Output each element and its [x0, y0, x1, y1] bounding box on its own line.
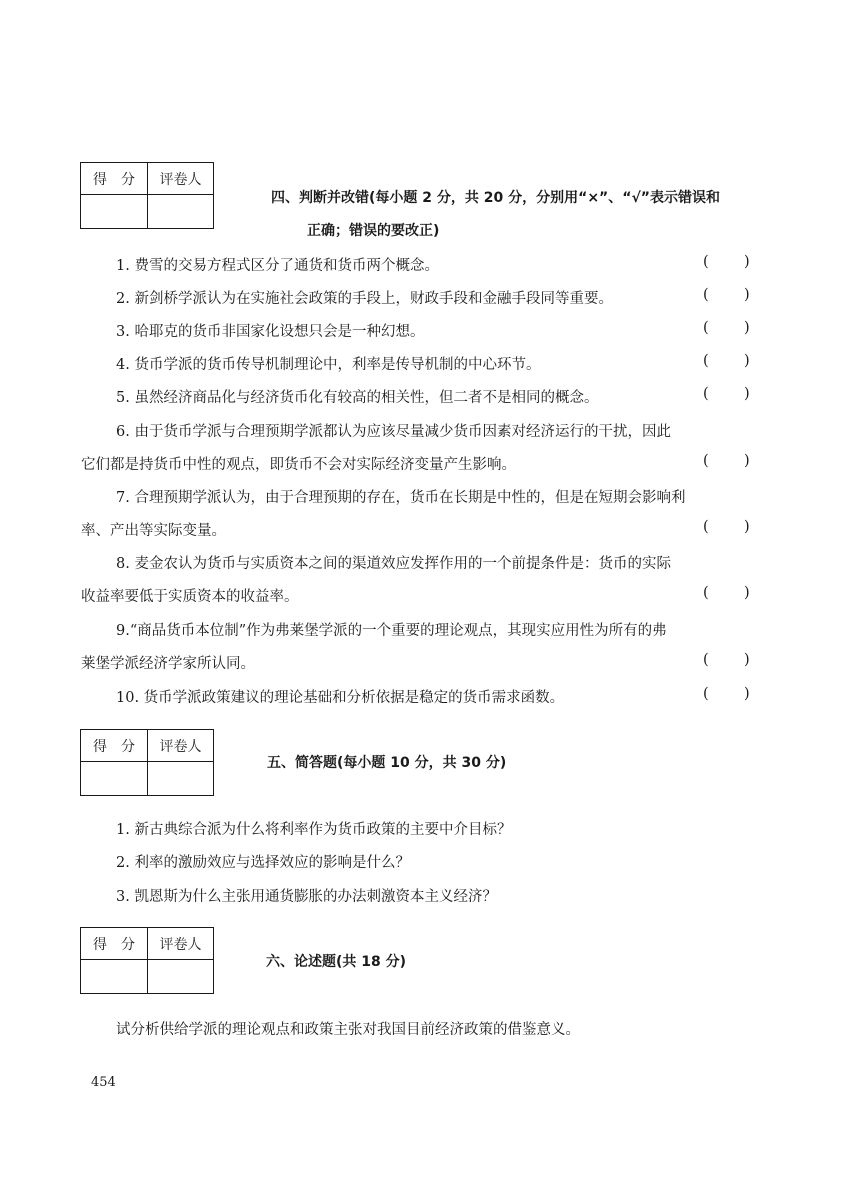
answer-paren-1[interactable]: ( ) [703, 254, 750, 270]
judge-item-6-line1: 6. 由于货币学派与合理预期学派都认为应该尽量减少货币因素对经济运行的干扰，因此 [116, 424, 671, 440]
section4-title-line1: 四、判断并改错(每小题 2 分，共 20 分，分别用“×”、“√”表示错误和 [271, 190, 720, 206]
judge-item-6-line2: 它们都是持货币中性的观点，即货币不会对实际经济变量产生影响。 [81, 457, 516, 473]
score-cell[interactable] [81, 960, 148, 994]
answer-paren-9[interactable]: ( ) [703, 652, 750, 668]
judge-item-8-line1: 8. 麦金农认为货币与实质资本之间的渠道效应发挥作用的一个前提条件是：货币的实际 [116, 556, 671, 572]
short-answer-3: 3. 凯恩斯为什么主张用通货膨胀的办法刺激资本主义经济？ [116, 889, 497, 905]
score-table-section5 [80, 729, 214, 796]
judge-item-4: 4. 货币学派的货币传导机制理论中，利率是传导机制的中心环节。 [116, 357, 541, 373]
grader-header: 评卷人 [148, 730, 214, 762]
score-header: 得 分 [81, 928, 148, 960]
short-answer-2: 2. 利率的激励效应与选择效应的影响是什么？ [116, 855, 410, 871]
grader-header: 评卷人 [148, 163, 214, 195]
judge-item-9-line2: 莱堡学派经济学家所认同。 [81, 656, 255, 672]
judge-item-1: 1. 费雪的交易方程式区分了通货和货币两个概念。 [116, 258, 439, 274]
score-cell[interactable] [81, 762, 148, 796]
judge-item-8-line2: 收益率要低于实质资本的收益率。 [81, 589, 299, 605]
section4-title-line2: 正确；错误的要改正) [307, 223, 440, 239]
answer-paren-8[interactable]: ( ) [703, 585, 750, 601]
answer-paren-6[interactable]: ( ) [703, 453, 750, 469]
score-cell[interactable] [81, 195, 148, 229]
short-answer-1: 1. 新古典综合派为什么将利率作为货币政策的主要中介目标？ [116, 822, 512, 838]
answer-paren-10[interactable]: ( ) [703, 686, 750, 702]
grader-cell[interactable] [148, 762, 214, 796]
judge-item-9-line1: 9.“商品货币本位制”作为弗莱堡学派的一个重要的理论观点，其现实应用性为所有的弗 [116, 623, 667, 639]
judge-item-5: 5. 虽然经济商品化与经济货币化有较高的相关性，但二者不是相同的概念。 [116, 390, 599, 406]
section6-title: 六、论述题(共 18 分) [266, 954, 407, 970]
answer-paren-2[interactable]: ( ) [703, 287, 750, 303]
answer-paren-5[interactable]: ( ) [703, 386, 750, 402]
judge-item-7-line2: 率、产出等实际变量。 [81, 523, 226, 539]
score-table-section6 [80, 927, 214, 994]
grader-cell[interactable] [148, 960, 214, 994]
grader-header: 评卷人 [148, 928, 214, 960]
score-header: 得 分 [81, 730, 148, 762]
score-table-section4 [80, 162, 214, 229]
judge-item-10: 10. 货币学派政策建议的理论基础和分析依据是稳定的货币需求函数。 [116, 690, 565, 706]
judge-item-7-line1: 7. 合理预期学派认为，由于合理预期的存在，货币在长期是中性的，但是在短期会影响利 [116, 490, 686, 506]
score-header: 得 分 [81, 163, 148, 195]
section5-title: 五、简答题(每小题 10 分，共 30 分) [267, 755, 507, 771]
page-number: 454 [91, 1075, 116, 1090]
essay-question: 试分析供给学派的理论观点和政策主张对我国目前经济政策的借鉴意义。 [116, 1022, 580, 1038]
answer-paren-4[interactable]: ( ) [703, 353, 750, 369]
judge-item-2: 2. 新剑桥学派认为在实施社会政策的手段上，财政手段和金融手段同等重要。 [116, 291, 613, 307]
judge-item-3: 3. 哈耶克的货币非国家化设想只会是一种幻想。 [116, 324, 425, 340]
answer-paren-3[interactable]: ( ) [703, 320, 750, 336]
answer-paren-7[interactable]: ( ) [703, 519, 750, 535]
grader-cell[interactable] [148, 195, 214, 229]
